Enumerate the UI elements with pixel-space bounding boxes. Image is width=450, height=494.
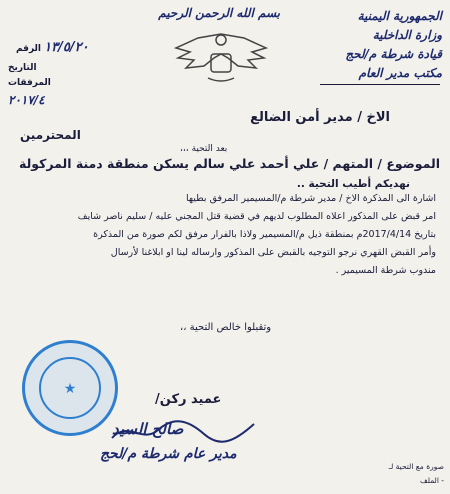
signatory-rank: عميد ركن/ xyxy=(155,392,222,407)
year-value: ٢٠١٧/٤ xyxy=(8,93,45,107)
closing: وتقبلوا خالص التحية ،، xyxy=(180,322,272,333)
ref-number-label: الرقم xyxy=(16,44,42,54)
opening-greeting: نهديكم أطيب التحية .. xyxy=(296,178,410,190)
body-line-5: مندوب شرطة المسيمير . xyxy=(335,265,436,276)
attachments-label: المرفقات xyxy=(8,78,51,88)
official-stamp xyxy=(22,340,118,436)
addressee-honorific: المحترمين xyxy=(20,128,81,142)
subject-line: الموضوع / المتهم / علي أحمد علي سالم يسكن منطقة دمنة المركولة xyxy=(19,156,440,171)
body-line-2: امر قبض على المذكور اعلاه المطلوب لديهم في قضية قتل المجني عليه / سليم ناصر شايف xyxy=(77,211,436,222)
date-label: التاريخ xyxy=(8,63,37,73)
greeting: بعد التحية ،،، xyxy=(180,144,228,154)
addressee-line: الاخ / مدير أمن الضالع xyxy=(250,110,390,125)
eagle-emblem-icon xyxy=(168,28,274,86)
header-country: الجمهورية اليمنية xyxy=(357,9,442,23)
body-line-4: وأمر القبض القهري نرجو التوجيه بالقبض على المذكور وارساله لينا او ابلاغنا لأرسال xyxy=(110,247,436,258)
signatory-name: صالح السيد xyxy=(112,420,184,438)
header-command: قيادة شرطة م/لحج xyxy=(345,47,442,61)
body-line-1: اشارة الى المذكرة الاخ / مدير شرطة م/المسيمير المرفق بطيها xyxy=(185,193,436,204)
ref-number-row xyxy=(8,40,89,57)
signatory-title: مدير عام شرطة م/لحج xyxy=(100,446,237,462)
header-office: مكتب مدير العام xyxy=(358,66,442,80)
copy-file-label: - الملف xyxy=(419,476,444,485)
body-line-3: بتاريخ 2017/4/14م بمنطقة ذيل م/المسيمير ولاذا بالفرار مرفق لكم صورة من المذكرة xyxy=(93,229,436,240)
basmala: بسم الله الرحمن الرحيم xyxy=(158,6,280,20)
stamp-inner-ring xyxy=(39,357,101,419)
stamp-star-icon: ★ xyxy=(63,381,77,397)
copy-to-label: صورة مع التحية لـ xyxy=(388,462,444,471)
ref-number-value: ١٣/٥/٢٠ xyxy=(44,40,89,55)
header-ministry: وزارة الداخلية xyxy=(372,28,442,42)
header-divider-right xyxy=(320,84,440,85)
